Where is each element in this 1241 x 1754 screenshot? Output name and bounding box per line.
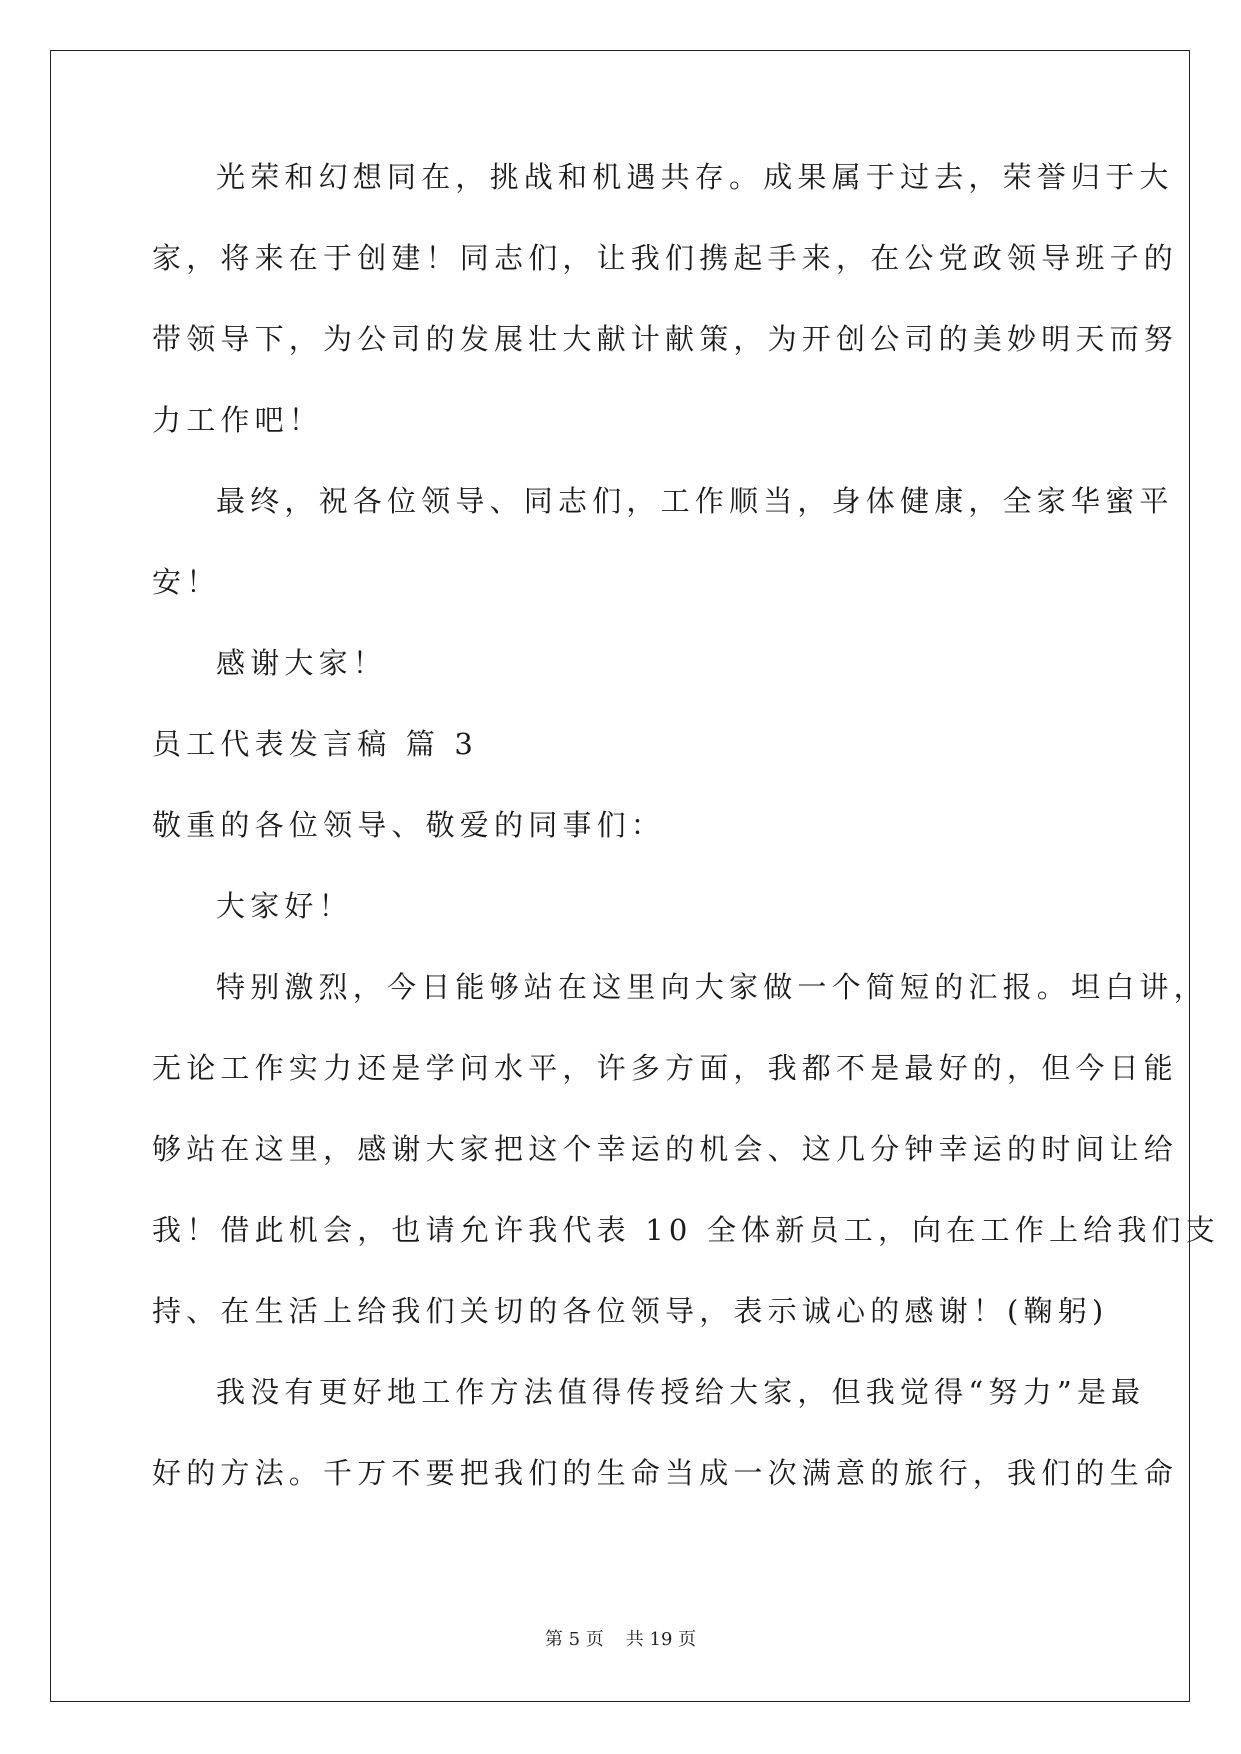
- paragraph-line: 最终，祝各位领导、同志们，工作顺当，身体健康，全家华蜜平: [216, 484, 1174, 518]
- paragraph-line: 感谢大家！: [216, 646, 388, 680]
- paragraph-line: 光荣和幻想同在，挑战和机遇共存。成果属于过去，荣誉归于大: [216, 160, 1174, 194]
- page-number: 第 5 页: [544, 1629, 604, 1650]
- document-body: [152, 160, 1220, 1537]
- paragraph-line: 够站在这里，感谢大家把这个幸运的机会、这几分钟幸运的时间让给: [152, 1132, 1179, 1166]
- paragraph-line: 带领导下，为公司的发展壮大献计献策，为开创公司的美妙明天而努: [152, 322, 1179, 356]
- paragraph-line: 家，将来在于创建！同志们，让我们携起手来，在公党政领导班子的: [152, 241, 1179, 275]
- page-footer: [0, 1629, 1241, 1651]
- paragraph-line: 无论工作实力还是学问水平，许多方面，我都不是最好的，但今日能: [152, 1051, 1179, 1085]
- section-heading: 员工代表发言稿 篇 3: [152, 727, 479, 761]
- paragraph-line: 好的方法。千万不要把我们的生命当成一次满意的旅行，我们的生命: [152, 1456, 1179, 1490]
- salutation: 敬重的各位领导、敬爱的同事们：: [152, 808, 666, 842]
- paragraph-line: 力工作吧！: [152, 403, 324, 437]
- paragraph-line: 我没有更好地工作方法值得传授给大家，但我觉得“努力”是最: [216, 1375, 1146, 1409]
- paragraph-line: 特别激烈，今日能够站在这里向大家做一个简短的汇报。坦白讲，: [216, 970, 1208, 1004]
- greeting: 大家好！: [216, 889, 353, 923]
- paragraph-line: 我！借此机会，也请允许我代表 10 全体新员工，向在工作上给我们支: [152, 1213, 1220, 1247]
- paragraph-line: 持、在生活上给我们关切的各位领导，表示诚心的感谢！(鞠躬): [152, 1294, 1109, 1328]
- paragraph-line: 安！: [152, 565, 221, 599]
- page-total: 共 19 页: [625, 1629, 697, 1650]
